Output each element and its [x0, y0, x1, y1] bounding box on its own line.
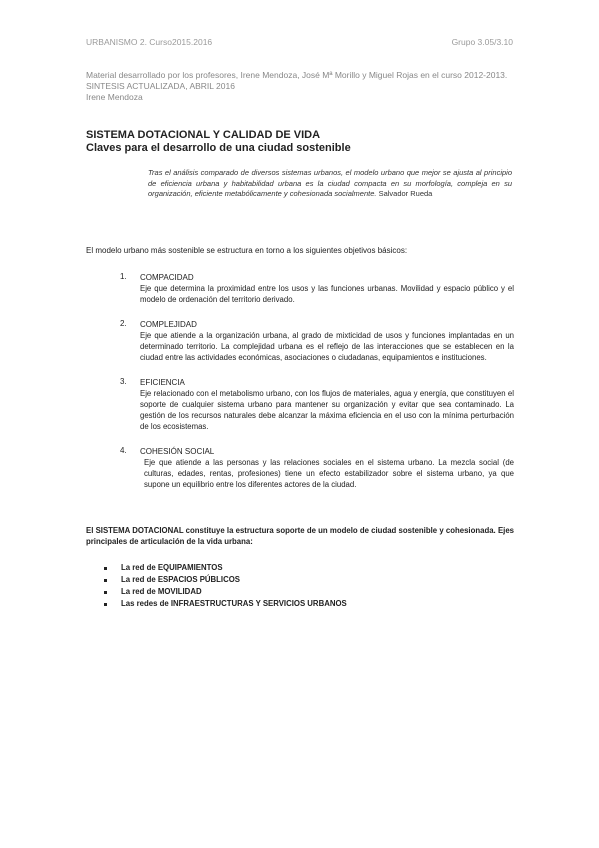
document-title [86, 129, 351, 155]
objective-heading: COMPACIDAD [140, 273, 194, 282]
intro-paragraph: El modelo urbano más sostenible se estructura en torno a los siguientes objetivos básicos: [86, 246, 408, 255]
objective-text: Eje que atiende a las personas y las relaciones sociales en el sistema urbano. La mezcla social (de culturas, edades, rentas, profesiones) tiene un efecto estabilizador sobre el sistema urbano, ya que supone un equilibrio entre los diferentes actores de la ciudad. [144, 458, 514, 489]
bullet-square-icon [104, 591, 107, 594]
network-item [104, 598, 347, 610]
header-course: URBANISMO 2. Curso2015.2016 [86, 37, 213, 47]
header-group: Grupo 3.05/3.10 [451, 37, 513, 47]
authorship-line: Material desarrollado por los profesores, Irene Mendoza, José Mª Morillo y Miguel Rojas en el curso 2012-2013. [86, 70, 508, 80]
network-label: La red de ESPACIOS PÚBLICOS [121, 575, 240, 584]
epigraph-quote [148, 168, 512, 200]
objective-heading: EFICIENCIA [140, 378, 185, 387]
objective-item [120, 377, 514, 432]
objective-item [120, 319, 514, 363]
subtitle-line: Claves para el desarrollo de una ciudad sostenible [86, 142, 351, 154]
quote-text: Tras el análisis comparado de diversos sistemas urbanos, el modelo urbano que mejor se ajusta al principio de eficiencia urbana y habitabilidad urbana es la ciudad compacta en su morfología, compleja en su organización, eficiente metabólicamente y cohesionada socialmente. [148, 168, 512, 198]
network-label: La red de EQUIPAMIENTOS [121, 563, 223, 572]
authorship-note [86, 70, 526, 103]
objectives-list [120, 272, 514, 490]
objective-text: Eje que determina la proximidad entre los usos y las funciones urbanas. Movilidad y espacio público y el modelo de ordenación del territorio derivado. [140, 284, 514, 304]
objective-text: Eje que atiende a la organización urbana, al grado de mixticidad de usos y funciones implantadas en un determinado territorio. La complejidad urbana es el reflejo de las interacciones que se establecen en la ciudad entre las actividades económicas, asociaciones o ciudadanas, equipamientos e instituciones. [140, 331, 514, 362]
revision-line: SINTESIS ACTUALIZADA, ABRIL 2016 [86, 81, 235, 91]
objective-heading: COHESIÓN SOCIAL [140, 447, 215, 456]
network-label: Las redes de INFRAESTRUCTURAS Y SERVICIOS URBANOS [121, 599, 347, 608]
title-line: SISTEMA DOTACIONAL Y CALIDAD DE VIDA [86, 129, 321, 141]
objective-text: Eje relacionado con el metabolismo urbano, con los flujos de materiales, agua y energía, que constituyen el soporte de cualquier sistema urbano para mantener su organización y evitar que sea contaminado. La gestión de los recursos naturales debe alcanzar la máxima eficiencia en el uso con la mínima perturbación de los ecosistemas. [140, 389, 514, 431]
author-line: Irene Mendoza [86, 92, 143, 102]
quote-author: Salvador Rueda [378, 189, 433, 198]
objective-item [120, 446, 514, 490]
objective-item [120, 272, 514, 305]
network-item [104, 562, 347, 574]
bullet-square-icon [104, 579, 107, 582]
dotacional-paragraph: El SISTEMA DOTACIONAL constituye la estructura soporte de un modelo de ciudad sostenible y cohesionada. Ejes principales de articulación de la vida urbana: [86, 526, 514, 546]
network-item [104, 586, 347, 598]
networks-list [104, 562, 347, 610]
objective-number: 4. [120, 446, 127, 455]
objective-number: 2. [120, 319, 127, 328]
network-item [104, 574, 347, 586]
bullet-square-icon [104, 603, 107, 606]
bullet-square-icon [104, 567, 107, 570]
objective-heading: COMPLEJIDAD [140, 320, 197, 329]
objective-number: 1. [120, 272, 127, 281]
network-label: La red de MOVILIDAD [121, 587, 202, 596]
objective-number: 3. [120, 377, 127, 386]
